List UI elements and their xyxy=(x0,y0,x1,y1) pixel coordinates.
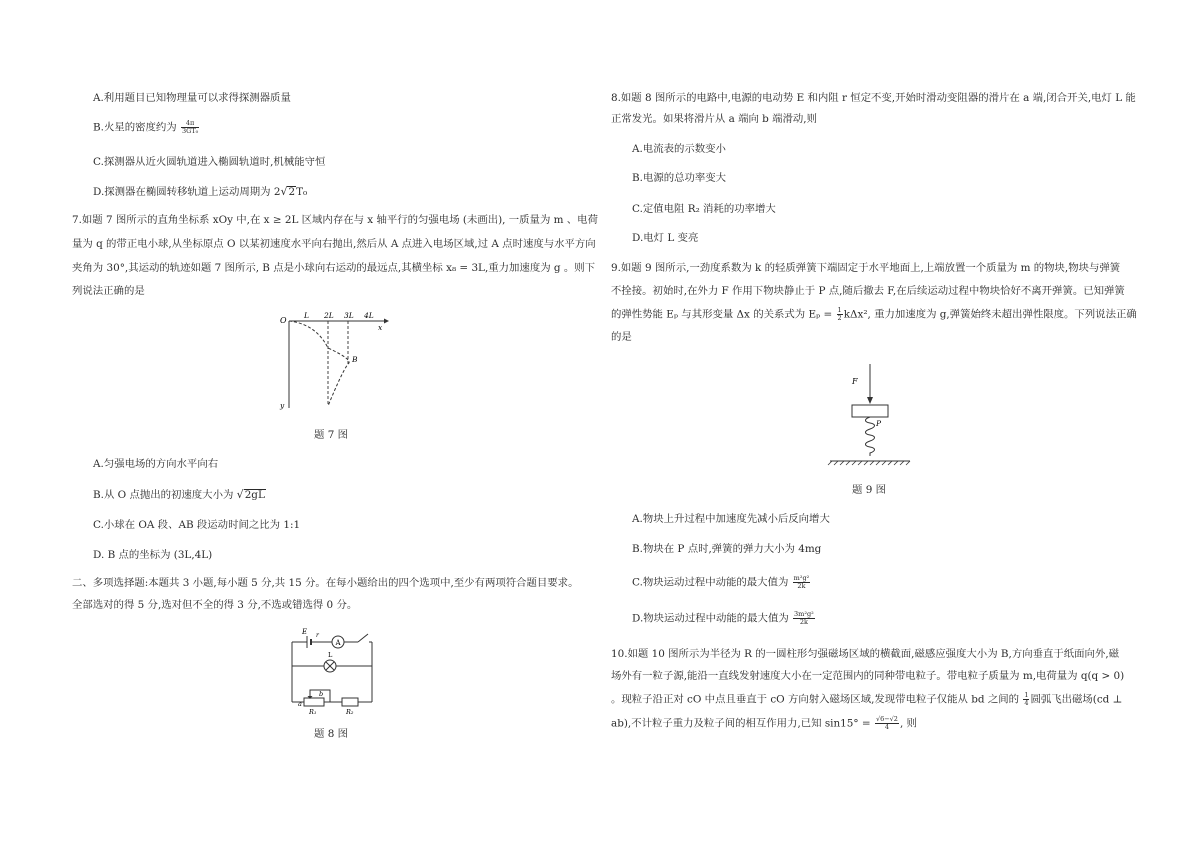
q10-stem-line-1: 10.如题 10 图所示为半径为 R 的一圆柱形匀强磁场区域的横截面,磁感应强度大小为 B,方向垂直于纸面向外,磁 xyxy=(611,648,1120,660)
q9-option-d-fraction xyxy=(793,611,815,626)
q10-stem-line-4-rest: , 则 xyxy=(899,717,917,730)
q9-stem-line-3-rest: kΔx², 重力加速度为 g,弹簧始终未超出弹性限度。下列说法正确 xyxy=(843,308,1137,321)
label-ammeter-A: A xyxy=(335,639,341,647)
label-F: F xyxy=(852,377,858,386)
figure-7-trajectory-diagram xyxy=(272,308,392,414)
figure-8-circuit-diagram xyxy=(286,624,376,716)
q10-stem-line-4-text: ab),不计粒子重力及粒子间的相互作用力,已知 sin15° = xyxy=(611,717,871,730)
ground-hatching xyxy=(828,461,910,465)
q8-option-a: A.电流表的示数变小 xyxy=(632,143,726,155)
label-B: B xyxy=(352,355,358,364)
figure-9-caption: 题 9 图 xyxy=(852,484,886,496)
q7-option-b-text: B.从 O 点抛出的初速度大小为 xyxy=(93,489,234,501)
q7-option-a: A.匀强电场的方向水平向右 xyxy=(93,458,219,470)
q6-option-d-text: D.探测器在椭圆转移轨道上运动周期为 2 xyxy=(93,186,281,198)
q8-option-b: B.电源的总功率变大 xyxy=(632,172,727,184)
label-P: P xyxy=(876,419,882,428)
sqrt-sign: √ xyxy=(280,185,288,198)
label-origin: O xyxy=(280,316,287,325)
q9-stem-line-2: 不拴接。初始时,在外力 F 作用下物块静止于 P 点,随后撤去 F,在后续运动过程中物块恰好不离开弹簧。已知弹簧 xyxy=(611,285,1125,297)
q8-stem-line-1: 8.如题 8 图所示的电路中,电源的电动势 E 和内阻 r 恒定不变,开始时滑动变阻器的滑片在 a 端,闭合开关,电灯 L 能 xyxy=(611,92,1136,104)
q6-option-b-fraction xyxy=(181,120,199,135)
q10-quarter-numerator: 1 xyxy=(1024,691,1029,699)
label-E: E xyxy=(302,628,308,636)
q7-stem-line-2: 量为 q 的带正电小球,从坐标原点 O 以某初速度水平向右抛出,然后从 A 点进入电场区域,过 A 点时速度与水平方向 xyxy=(72,238,596,250)
label-b: b xyxy=(319,690,324,698)
q7-option-b xyxy=(93,487,266,501)
section-2-heading-line-1: 二、多项选择题:本题共 3 小题,每小题 5 分,共 15 分。在每小题给出的四个选项中,至少有两项符合题目要求。 xyxy=(72,577,579,589)
q7-stem-line-4: 列说法正确的是 xyxy=(72,285,145,297)
q9-option-c-denominator: 2k xyxy=(797,581,806,590)
q9-option-d-numerator: 3m²g² xyxy=(794,610,814,618)
q7-option-b-radicand: 2gL xyxy=(244,489,265,501)
q9-energy-denominator: 2 xyxy=(837,313,842,322)
q9-energy-fraction xyxy=(837,307,843,322)
q7-option-d: D. B 点的坐标为 (3L,4L) xyxy=(93,549,213,561)
q9-stem-line-4: 的是 xyxy=(611,331,632,343)
figure-8-caption: 题 8 图 xyxy=(314,728,348,740)
q6-option-b-numerator: 4π xyxy=(181,120,199,128)
resistor-r2 xyxy=(342,698,358,706)
q6-option-a: A.利用题目已知物理量可以求得探测器质量 xyxy=(93,92,291,104)
q10-sin15-fraction xyxy=(875,716,899,731)
q10-sin15-denominator: 4 xyxy=(884,722,890,731)
label-4L: 4L xyxy=(364,311,374,320)
label-a: a xyxy=(298,700,302,708)
q9-option-a: A.物块上升过程中加速度先减小后反向增大 xyxy=(632,513,830,525)
q6-option-b-denominator: 3GT₀ xyxy=(182,126,199,135)
q10-stem-line-4 xyxy=(611,716,917,731)
q9-stem-line-1: 9.如题 9 图所示,一劲度系数为 k 的轻质弹簧下端固定于水平地面上,上端放置一个质量为 m 的物块,物块与弹簧 xyxy=(611,262,1121,274)
q9-option-d-denominator: 2k xyxy=(799,617,808,626)
label-r: r xyxy=(316,632,319,639)
switch-icon xyxy=(358,634,368,642)
q7-option-c: C.小球在 OA 段、AB 段运动时间之比为 1:1 xyxy=(93,519,301,531)
figure-9-spring-diagram xyxy=(826,360,916,466)
spring-icon xyxy=(866,417,875,456)
q7-stem-line-3: 夹角为 30°,其运动的轨迹如题 7 图所示, B 点是小球向右运动的最远点,其横坐标 x₈ = 3L,重力加速度为 g 。则下 xyxy=(72,262,596,274)
block xyxy=(852,405,888,417)
q9-stem-line-3-text: 的弹性势能 Eₚ 与其形变量 Δx 的关系式为 Eₚ = xyxy=(611,308,833,321)
label-x: x xyxy=(378,323,383,332)
force-arrowhead-icon xyxy=(867,397,873,404)
q8-stem-line-2: 正常发光。如果将滑片从 a 端向 b 端滑动,则 xyxy=(611,113,817,125)
q9-energy-numerator: 1 xyxy=(837,306,842,314)
q10-quarter-denominator: 4 xyxy=(1024,698,1029,707)
q6-option-c: C.探测器从近火圆轨道进入椭圆轨道时,机械能守恒 xyxy=(93,156,326,168)
q6-option-d-radicand: 2 xyxy=(288,186,296,198)
q9-option-c-numerator: m²g² xyxy=(793,574,810,582)
label-R2: R₂ xyxy=(346,708,354,716)
q9-stem-line-3 xyxy=(611,307,1137,322)
q6-option-b xyxy=(93,120,200,135)
q7-stem-line-1: 7.如题 7 图所示的直角坐标系 xOy 中,在 x ≥ 2L 区域内存在与 x 轴平行的匀强电场 (未画出), 一质量为 m 、电荷 xyxy=(72,214,598,226)
section-2-heading-line-2: 全部选对的得 5 分,选对但不全的得 3 分,不选或错选得 0 分。 xyxy=(72,599,358,611)
q8-option-c: C.定值电阻 R₂ 消耗的功率增大 xyxy=(632,203,776,215)
label-R1: R₁ xyxy=(309,708,317,716)
q10-stem-line-3-rest: 圆弧飞出磁场(cd ⊥ xyxy=(1030,693,1123,706)
q9-option-d xyxy=(632,611,816,626)
q9-option-c-text: C.物块运动过程中动能的最大值为 xyxy=(632,576,789,589)
figure-7-caption: 题 7 图 xyxy=(314,429,348,441)
label-lamp-L: L xyxy=(328,651,333,659)
rheostat-r1 xyxy=(304,698,324,706)
q10-stem-line-2: 场外有一粒子源,能沿一直线发射速度大小在一定范围内的同种带电粒子。带电粒子质量为 m,电荷量为 q(q > 0) xyxy=(611,670,1125,682)
q10-stem-line-3-text: 。现粒子沿正对 cO 中点且垂直于 cO 方向射入磁场区域,发现带电粒子仅能从 bd 之间的 xyxy=(611,693,1019,706)
q6-option-d-period: T₀ xyxy=(296,186,308,198)
q10-sin15-numerator: √6−√2 xyxy=(875,715,898,723)
q9-option-b: B.物块在 P 点时,弹簧的弹力大小为 4mg xyxy=(632,543,822,555)
q6-option-d xyxy=(93,184,307,198)
sqrt-sign: √ xyxy=(236,488,244,501)
q9-option-d-text: D.物块运动过程中动能的最大值为 xyxy=(632,612,789,625)
label-L: L xyxy=(304,311,309,320)
label-2L: 2L xyxy=(324,311,334,320)
q10-quarter-fraction xyxy=(1023,692,1029,707)
q9-option-c-fraction xyxy=(793,575,811,590)
label-3L: 3L xyxy=(344,311,354,320)
x-axis-arrow-icon xyxy=(384,319,389,324)
label-y: y xyxy=(280,401,285,410)
trajectory-curve xyxy=(289,321,349,406)
q9-option-c xyxy=(632,575,811,590)
q10-stem-line-3 xyxy=(611,692,1122,707)
q8-option-d: D.电灯 L 变亮 xyxy=(632,232,699,244)
q6-option-b-text: B.火星的密度约为 xyxy=(93,121,177,134)
